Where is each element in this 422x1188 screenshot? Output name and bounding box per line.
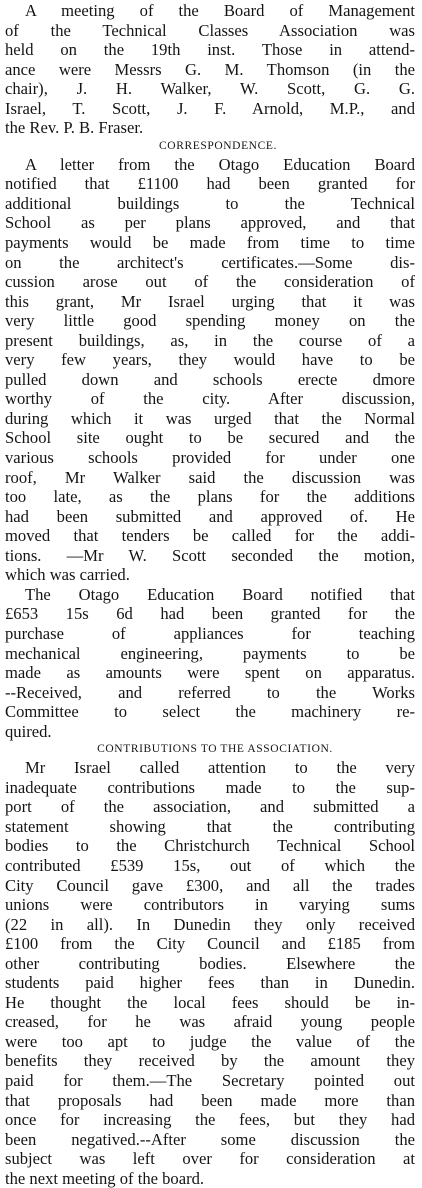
text-line: chair), J. H. Walker, W. Scott, G. G.	[5, 79, 415, 99]
section-heading-correspondence: CORRESPONDENCE.	[159, 139, 277, 152]
text-line: port of the association, and submitted a	[5, 797, 415, 817]
text-line: which was carried.	[5, 565, 130, 585]
text-line: Mr Israel called attention to the very	[25, 758, 415, 778]
text-line: various schools provided for under one	[5, 448, 415, 468]
text-line: worthy of the city. After discussion,	[5, 389, 415, 409]
text-line: very few years, they would have to be	[5, 350, 415, 370]
text-line: held on the 19th inst. Those in attend-	[5, 40, 415, 60]
text-line: unions were contributors in varying sums	[5, 895, 415, 915]
text-line: once for increasing the fees, but they had	[5, 1110, 415, 1130]
text-line: A letter from the Otago Education Board	[25, 154, 415, 174]
text-line: School as per plans approved, and that	[5, 213, 415, 233]
section-heading-contributions: CONTRIBUTIONS TO THE ASSOCIATION.	[97, 743, 333, 756]
text-line: tions. —Mr W. Scott seconded the motion,	[5, 545, 415, 565]
paragraph-contributions-discussion	[5, 758, 415, 1188]
paragraph-engineering-appliances	[5, 585, 415, 741]
text-line: students paid higher fees than in Dunedin.	[5, 973, 415, 993]
text-line: inadequate contributions made to the sup-	[5, 777, 415, 797]
text-line: that proposals had been made more than	[5, 1090, 415, 1110]
text-line: were too apt to judge the value of the	[5, 1031, 415, 1051]
text-line: £100 from the City Council and £185 from	[5, 934, 415, 954]
text-line: very little good spending money on the	[5, 311, 415, 331]
text-line: notified that £1100 had been granted for	[5, 174, 415, 194]
text-line: School site ought to be secured and the	[5, 428, 415, 448]
text-line: bodies to the Christchurch Technical School	[5, 836, 415, 856]
text-line: ance were Messrs G. M. Thomson (in the	[5, 59, 415, 79]
text-line: during which it was urged that the Normal	[5, 408, 415, 428]
text-line: been negatived.--After some discussion the	[5, 1129, 415, 1149]
text-line: other contributing bodies. Elsewhere the	[5, 953, 415, 973]
text-line: quired.	[5, 721, 52, 741]
text-line: mechanical engineering, payments to be	[5, 643, 415, 663]
text-line: present buildings, as, in the course of a	[5, 330, 415, 350]
text-line: the next meeting of the board.	[5, 1168, 205, 1188]
text-line: Committee to select the machinery re-	[5, 702, 415, 722]
text-line: payments would be made from time to time	[5, 233, 415, 253]
text-line: A meeting of the Board of Management	[25, 1, 415, 20]
text-line: roof, Mr Walker said the discussion was	[5, 467, 415, 487]
text-line: benefits they received by the amount they	[5, 1051, 415, 1071]
text-line: purchase of appliances for teaching	[5, 623, 415, 643]
text-line: too late, as the plans for the additions	[5, 487, 415, 507]
text-line: City Council gave £300, and all the trades	[5, 875, 415, 895]
text-line: contributed £539 15s, out of which the	[5, 855, 415, 875]
paragraph-meeting-attendance	[5, 1, 415, 138]
text-line: of the Technical Classes Association was	[5, 20, 415, 40]
paragraph-education-board-grant	[5, 155, 415, 585]
text-line: moved that tenders be called for the addi-	[5, 526, 415, 546]
text-line: made as amounts were spent on apparatus.	[5, 663, 415, 683]
text-line: Israel, T. Scott, J. F. Arnold, M.P., and	[5, 98, 415, 118]
text-line: subject was left over for consideration at	[5, 1149, 415, 1169]
text-line: --Received, and referred to the Works	[5, 682, 415, 702]
text-line: had been submitted and approved of. He	[5, 506, 415, 526]
text-line: The Otago Education Board notified that	[25, 584, 415, 604]
text-line: paid for them.—The Secretary pointed out	[5, 1070, 415, 1090]
text-line: statement showing that the contributing	[5, 816, 415, 836]
text-line: pulled down and schools erecte dmore	[5, 369, 415, 389]
text-line: this grant, Mr Israel urging that it was	[5, 291, 415, 311]
text-line: He thought the local fees should be in-	[5, 992, 415, 1012]
text-line: creased, for he was afraid young people	[5, 1012, 415, 1032]
text-line: on the architect's certificates.—Some dis-	[5, 252, 415, 272]
text-line: additional buildings to the Technical	[5, 193, 415, 213]
text-line: (22 in all). In Dunedin they only received	[5, 914, 415, 934]
text-line: £653 15s 6d had been granted for the	[5, 604, 415, 624]
text-line: cussion arose out of the consideration of	[5, 272, 415, 292]
text-line: the Rev. P. B. Fraser.	[5, 118, 144, 138]
